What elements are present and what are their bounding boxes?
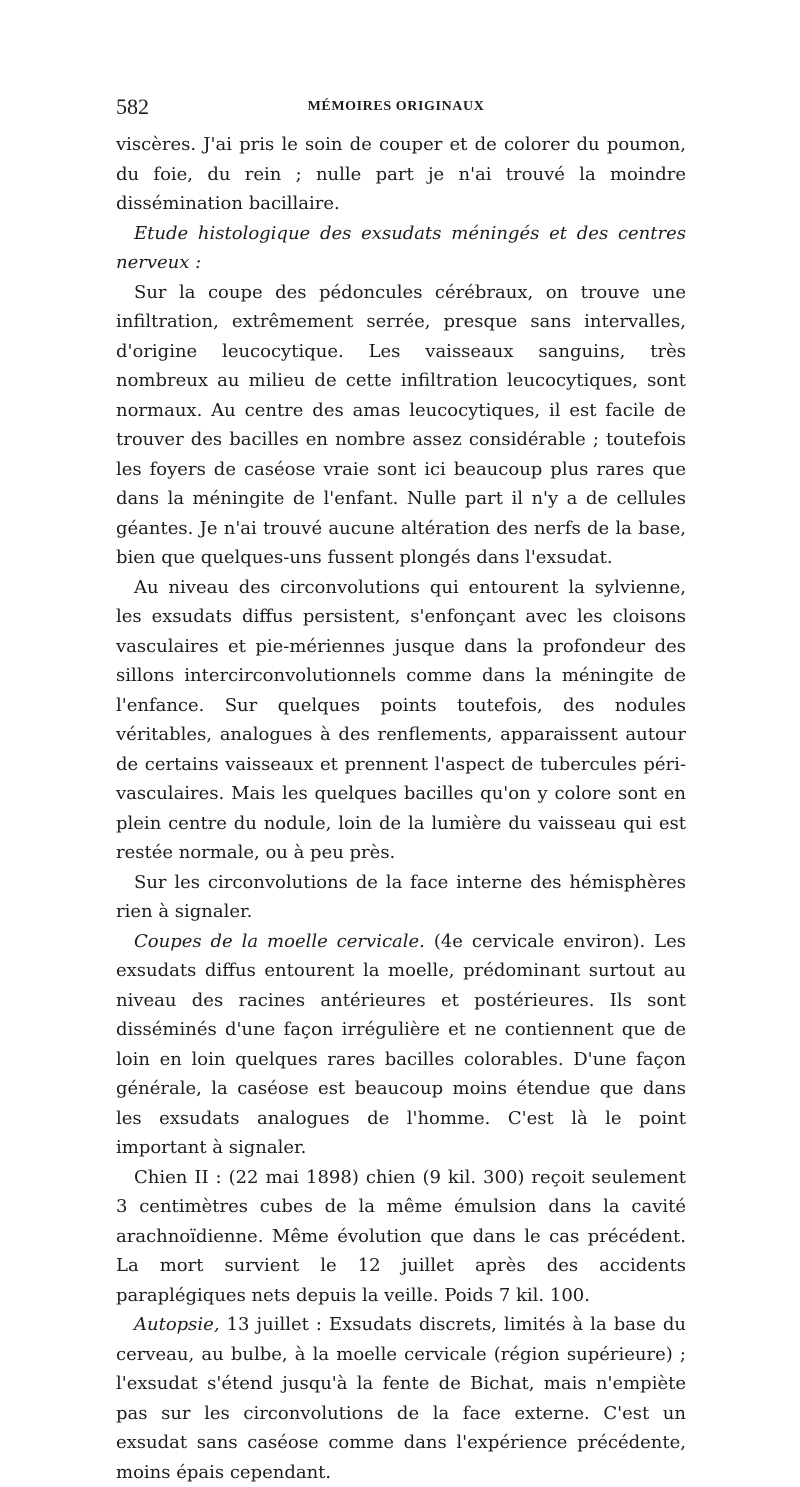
paragraph-lead: Coupes de la moelle cervicale. [134,930,425,952]
running-title: MÉMOIRES ORIGINAUX [307,99,485,114]
paragraph [116,1163,686,1311]
body-text [116,130,686,1487]
paragraph [116,868,686,927]
paragraph-text: Sur la coupe des pédoncules cérébraux, on trouve une infiltration, extrêmement serrée, presque sans intervalles, d'origine leucocytique. Les vaisseaux sanguins, très nombreux au milieu de cette infiltration leucocytiques, sont normaux. Au centre des amas leucocytiques, il est facile de trouver des bacilles en nombre assez considérable ; toutefois les foyers de caséose vraie sont ici beaucoup plus rares que dans la méningite de l'enfant. Nulle part il n'y a de cellules géantes. Je n'ai trouvé aucune altération des nerfs de la base, bien que quelques-uns fussent plongés dans l'exsudat. [116,281,686,568]
paragraph-text: (4e cervicale environ). Les exsudats diffus entourent la moelle, prédominant surtout au niveau des racines antérieures et postérieures. Ils sont disséminés d'une façon irrégulière et ne contiennent que de loin en loin quelques rares bacilles colorables. D'une façon générale, la caséose est beaucoup moins étendue que dans les exsudats analogues de l'homme. C'est là le point important à signaler. [116,930,686,1158]
section-heading-text: Etude histologique des exsudats méningés et des centres nerveux : [116,222,686,273]
page-number: 582 [116,94,149,119]
page-header [116,92,686,122]
paragraph-text: 13 juillet : Exsudats discrets, limités à la base du cerveau, au bulbe, à la moelle cervicale (région supérieure) ; l'exsudat s'étend jusqu'à la fente de Bichat, mais n'empiète pas sur les circonvolutions de la face externe. C'est un exsudat sans caséose comme dans l'expérience précédente, moins épais cependant. [116,1314,686,1483]
paragraph [116,130,686,219]
section-heading [116,219,686,278]
book-page [116,92,686,1487]
paragraph [116,278,686,573]
paragraph-text: Sur les circonvolutions de la face interne des hémisphères rien à signaler. [116,871,686,922]
paragraph-text: Chien II : (22 mai 1898) chien (9 kil. 300) reçoit seulement 3 centimètres cubes de la même émulsion dans la cavité arachnoïdienne. Même évolution que dans le cas précédent. La mort survient le 12 juillet après des accidents paraplégiques nets depuis la veille. Poids 7 kil. 100. [116,1166,686,1306]
paragraph [116,1310,686,1487]
paragraph-text: Au niveau des circonvolutions qui entourent la sylvienne, les exsudats diffus persistent, s'enfonçant avec les cloisons vasculaires et pie-mériennes jusque dans la profondeur des sillons intercirconvolutionnels comme dans la méningite de l'enfance. Sur quelques points toutefois, des nodules véritables, analogues à des renflements, apparaissent autour de certains vaisseaux et prennent l'aspect de tubercules péri-vasculaires. Mais les quelques bacilles qu'on y colore sont en plein centre du nodule, loin de la lumière du vaisseau qui est restée normale, ou à peu près. [116,576,686,863]
paragraph [116,927,686,1163]
paragraph-text: viscères. J'ai pris le soin de couper et de colorer du poumon, du foie, du rein ; nulle part je n'ai trouvé la moindre dissémination bacillaire. [116,134,686,214]
paragraph [116,573,686,868]
paragraph-lead: Autopsie, [134,1314,220,1335]
